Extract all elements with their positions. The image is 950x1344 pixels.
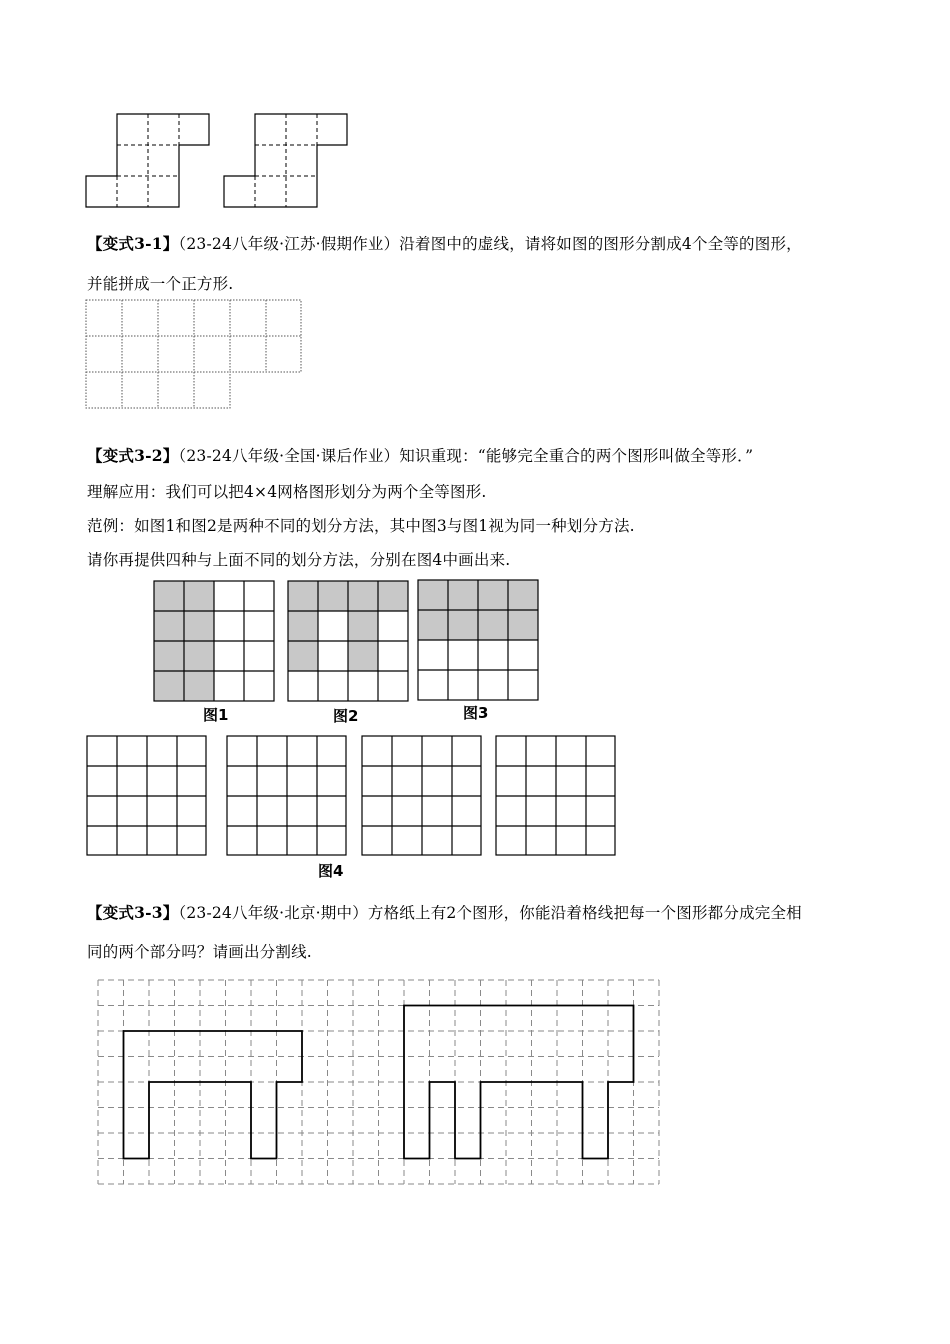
figure-2-grid bbox=[288, 581, 410, 703]
figure-3-grid bbox=[418, 580, 540, 702]
top-shape-right bbox=[224, 114, 350, 208]
problem-3-3-line1 bbox=[87, 901, 802, 923]
problem-3-1-tag: 【变式3-1】 bbox=[87, 234, 179, 253]
problem-3-3-tag: 【变式3-3】 bbox=[87, 903, 179, 922]
problem-3-1-source: （23-24八年级·江苏·假期作业） bbox=[178, 235, 400, 253]
problem-3-2-source: （23-24八年级·全国·课后作业） bbox=[178, 447, 400, 465]
problem-3-2-line3: 范例：如图1和图2是两种不同的划分方法，其中图3与图1视为同一种划分方法. bbox=[87, 517, 635, 535]
problem-3-1-text1: 沿着图中的虚线，请将如图的图形分割成4个全等的图形， bbox=[399, 235, 802, 253]
figure-3-label: 图3 bbox=[463, 704, 489, 722]
problem-3-1-line2: 并能拼成一个正方形. bbox=[87, 275, 234, 293]
figure-4-label: 图4 bbox=[318, 862, 344, 880]
figure-1-label: 图1 bbox=[203, 706, 229, 724]
problem-3-2-text1: 知识重现：“能够完全重合的两个图形叫做全等形．” bbox=[399, 447, 754, 465]
shape-left bbox=[124, 1031, 303, 1159]
figure-4-grid-1 bbox=[87, 736, 209, 858]
problem-3-1-dotted-shape bbox=[86, 300, 304, 412]
problem-3-3-source: （23-24八年级·北京·期中） bbox=[178, 904, 368, 922]
figure-2-label: 图2 bbox=[333, 707, 359, 725]
top-shape-left bbox=[86, 114, 212, 208]
figure-4-grid-4 bbox=[496, 736, 618, 858]
figure-4-grid-3 bbox=[362, 736, 484, 858]
problem-3-2-line2: 理解应用：我们可以把4×4网格图形划分为两个全等图形. bbox=[87, 483, 487, 501]
problem-3-3-line2: 同的两个部分吗？请画出分割线. bbox=[87, 943, 312, 961]
problem-3-3-grid-paper bbox=[98, 980, 663, 1190]
problem-3-2-line4: 请你再提供四种与上面不同的划分方法，分别在图4中画出来. bbox=[87, 551, 511, 569]
problem-3-3-text1: 方格纸上有2个图形，你能沿着格线把每一个图形都分成完全相 bbox=[367, 904, 802, 922]
problem-3-1-line1 bbox=[87, 232, 802, 254]
problem-3-2-tag: 【变式3-2】 bbox=[87, 446, 179, 465]
figure-4-grid-2 bbox=[227, 736, 349, 858]
figure-1-grid bbox=[154, 581, 276, 703]
problem-3-2-line1 bbox=[87, 444, 753, 466]
